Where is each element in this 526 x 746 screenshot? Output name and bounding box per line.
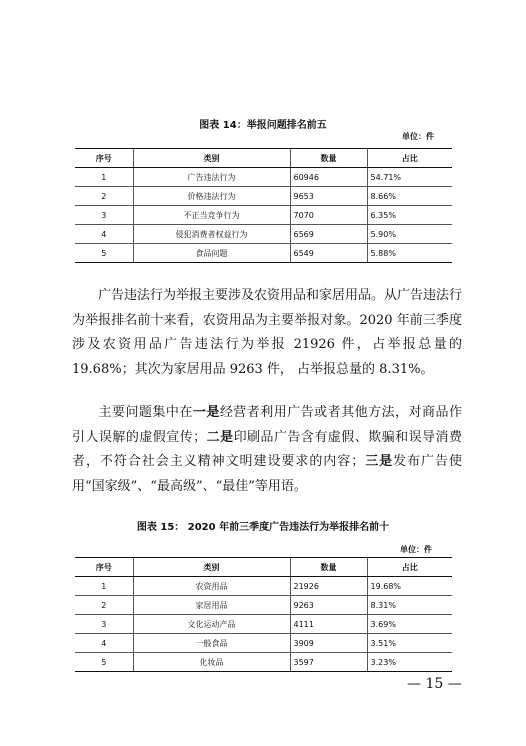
table14-unit: 单位：件 xyxy=(402,132,434,141)
table15-caption: 图表 15： 2020 年前三季度广告违法行为举报排名前十 xyxy=(136,522,390,533)
paragraph2-part2: 经营者利用广告或者其他方法，对商品作引人误解的虚假宣传； xyxy=(72,405,462,445)
body-paragraph-2 xyxy=(72,401,462,499)
cell-count: 3909 xyxy=(290,634,367,653)
table15 xyxy=(75,557,452,672)
table-row xyxy=(75,653,452,672)
col-header-index: 序号 xyxy=(75,558,133,577)
col-header-count: 数量 xyxy=(290,558,367,577)
cell-category: 不正当竞争行为 xyxy=(133,206,290,225)
cell-share: 19.68% xyxy=(367,577,452,596)
cell-share: 8.66% xyxy=(367,187,452,206)
cell-share: 8.31% xyxy=(367,596,452,615)
table-row xyxy=(75,187,452,206)
table-row xyxy=(75,615,452,634)
page-number: — 15 — xyxy=(407,676,462,692)
cell-index: 3 xyxy=(75,206,133,225)
cell-index: 5 xyxy=(75,653,133,672)
cell-count: 6569 xyxy=(290,225,367,244)
col-header-count: 数量 xyxy=(290,149,367,168)
cell-share: 3.51% xyxy=(367,634,452,653)
paragraph2-part1: 主要问题集中在 xyxy=(98,405,193,420)
col-header-category: 类别 xyxy=(133,149,290,168)
table15-unit: 单位：件 xyxy=(400,545,432,554)
table14 xyxy=(75,148,452,263)
cell-count: 4111 xyxy=(290,615,367,634)
table-row xyxy=(75,206,452,225)
cell-share: 3.23% xyxy=(367,653,452,672)
col-header-share: 占比 xyxy=(367,558,452,577)
emphasis-first: 一是 xyxy=(192,405,220,420)
col-header-share: 占比 xyxy=(367,149,452,168)
cell-share: 5.90% xyxy=(367,225,452,244)
cell-count: 9263 xyxy=(290,596,367,615)
cell-count: 9653 xyxy=(290,187,367,206)
cell-category: 侵犯消费者权益行为 xyxy=(133,225,290,244)
cell-index: 4 xyxy=(75,225,133,244)
table-row xyxy=(75,244,452,263)
cell-category: 一般食品 xyxy=(133,634,290,653)
table-header-row xyxy=(75,558,452,577)
cell-category: 文化运动产品 xyxy=(133,615,290,634)
paragraph1-text: 广告违法行为举报主要涉及农资用品和家居用品。从广告违法行为举报排名前十来看，农资用品为主要举报对象。2020 年前三季度涉及农资用品广告违法行为举报 21926 件，占举报总量的 19.68%；其次为家居用品 9263 件， 占举报总量的 8.31%。 xyxy=(72,288,463,377)
cell-index: 2 xyxy=(75,187,133,206)
table-row xyxy=(75,168,452,187)
cell-share: 54.71% xyxy=(367,168,452,187)
table14-caption: 图表 14：举报问题排名前五 xyxy=(199,120,327,131)
cell-category: 农资用品 xyxy=(133,577,290,596)
cell-index: 4 xyxy=(75,634,133,653)
table-row xyxy=(75,577,452,596)
cell-index: 5 xyxy=(75,244,133,263)
col-header-index: 序号 xyxy=(75,149,133,168)
emphasis-second: 二是 xyxy=(206,429,234,445)
cell-count: 6549 xyxy=(290,244,367,263)
cell-category: 价格违法行为 xyxy=(133,187,290,206)
cell-category: 广告违法行为 xyxy=(133,168,290,187)
cell-share: 3.69% xyxy=(367,615,452,634)
cell-share: 6.35% xyxy=(367,206,452,225)
cell-category: 家居用品 xyxy=(133,596,290,615)
cell-index: 3 xyxy=(75,615,133,634)
cell-count: 21926 xyxy=(290,577,367,596)
cell-count: 3597 xyxy=(290,653,367,672)
table-header-row xyxy=(75,149,452,168)
paragraph2-part3: 印刷品广告含有虚假、欺骗和误导消费者，不符合社会主义精神文明建设要求的内容； xyxy=(72,429,462,469)
cell-index: 1 xyxy=(75,168,133,187)
emphasis-third: 三是 xyxy=(364,454,394,469)
table-row xyxy=(75,225,452,244)
table-row xyxy=(75,634,452,653)
cell-category: 化妆品 xyxy=(133,653,290,672)
cell-count: 7070 xyxy=(290,206,367,225)
cell-index: 2 xyxy=(75,596,133,615)
col-header-category: 类别 xyxy=(133,558,290,577)
paragraph2-part4: 发布广告使用“国家级”、“最高级”、“最佳”等用语。 xyxy=(72,454,462,494)
table-row xyxy=(75,596,452,615)
cell-count: 60946 xyxy=(290,168,367,187)
cell-category: 食品问题 xyxy=(133,244,290,263)
cell-index: 1 xyxy=(75,577,133,596)
cell-share: 5.88% xyxy=(367,244,452,263)
body-paragraph-1 xyxy=(72,284,462,382)
